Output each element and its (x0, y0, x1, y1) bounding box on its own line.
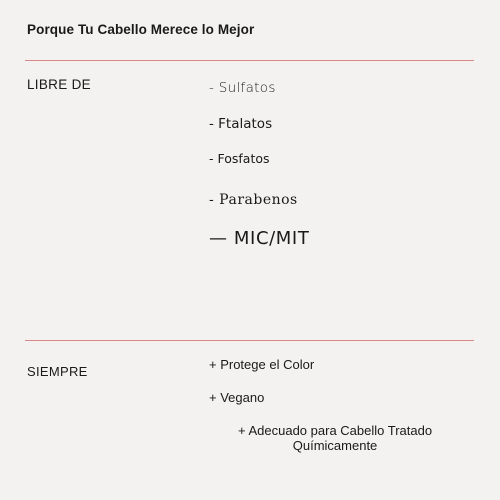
libre-de-item-parabenos: - Parabenos (209, 192, 298, 208)
page-title: Porque Tu Cabello Merece lo Mejor (27, 22, 255, 37)
siempre-item-cabello-tratado-line1: + Adecuado para Cabello Tratado (238, 423, 433, 438)
libre-de-item-sulfatos: - Sulfatos (209, 80, 276, 96)
libre-de-item-fosfatos: - Fosfatos (209, 151, 270, 166)
siempre-item-protege-color: + Protege el Color (209, 357, 315, 372)
siempre-item-cabello-tratado (238, 423, 432, 453)
divider-top (25, 60, 474, 61)
libre-de-label: LIBRE DE (27, 77, 91, 92)
libre-de-item-mic-mit: — MIC/MIT (209, 228, 310, 249)
siempre-label: SIEMPRE (27, 364, 88, 379)
divider-middle (25, 340, 474, 341)
siempre-item-cabello-tratado-line2: Químicamente (292, 438, 378, 453)
siempre-item-vegano: + Vegano (209, 390, 265, 405)
libre-de-item-ftalatos: - Ftalatos (209, 116, 273, 132)
